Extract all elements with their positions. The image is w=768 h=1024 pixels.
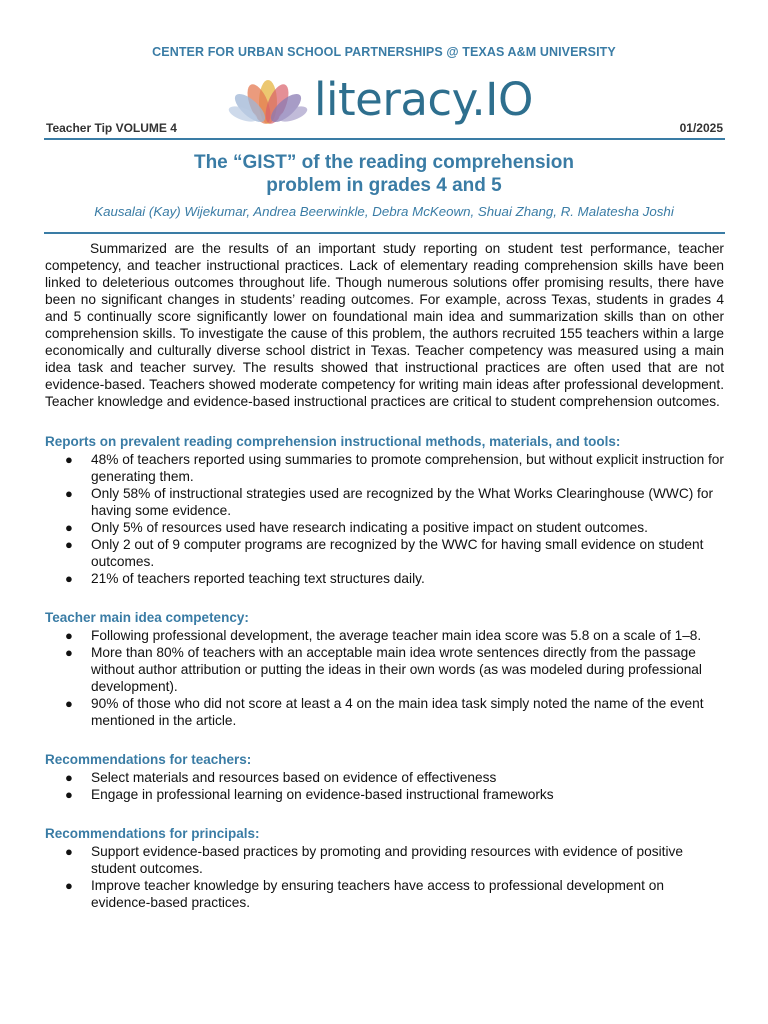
list-item <box>45 451 724 485</box>
list-item <box>45 695 724 729</box>
volume-label: Teacher Tip VOLUME 4 <box>46 121 177 135</box>
bullet-dot-icon: ● <box>65 696 73 711</box>
list-item-text: More than 80% of teachers with an acceptable main idea wrote sentences directly from the passage without author attribution or putting the ideas in their own words (as was modeled during professional development). <box>91 645 702 694</box>
list-item <box>45 536 724 570</box>
title-divider <box>44 232 725 234</box>
instructional-methods-list <box>45 451 724 587</box>
list-item <box>45 627 724 644</box>
list-item-text: Only 2 out of 9 computer programs are recognized by the WWC for having small evidence on student outcomes. <box>91 537 704 569</box>
list-item-text: 90% of those who did not score at least a 4 on the main idea task simply noted the name of the event mentioned in the article. <box>91 696 704 728</box>
logo-wordmark: literacy.IO <box>314 73 533 126</box>
list-item-text: Improve teacher knowledge by ensuring teachers have access to professional development on evidence-based practices. <box>91 878 664 910</box>
bullet-dot-icon: ● <box>65 628 73 643</box>
document-title <box>0 151 768 197</box>
title-line-1: The “GIST” of the reading comprehension <box>193 152 575 173</box>
list-item-text: 48% of teachers reported using summaries to promote comprehension, but without explicit instruction for generating them. <box>91 452 724 484</box>
document-body <box>45 240 724 911</box>
bullet-dot-icon: ● <box>65 520 73 535</box>
teacher-recommendations-list <box>45 769 724 803</box>
bullet-dot-icon: ● <box>65 787 73 802</box>
intro-paragraph: Summarized are the results of an important study reporting on student test performance, teacher competency, and teacher instructional practices. Lack of elementary reading comprehension skills have been linked to deleterious outcomes throughout life. Though numerous solutions offer promising results, there have been no significant changes in students’ reading outcomes. For example, across Texas, students in grades 4 and 5 continually score significantly lower on foundational main idea and summarization skills than on other comprehension skills. To investigate the cause of this problem, the authors recruited 155 teachers within a large economically and culturally diverse school district in Texas. Teacher competency was measured using a main idea task and teacher survey. The results showed that instructional practices are often used that are not evidence-based. Teachers showed moderate competency for writing main ideas after professional development. Teacher knowledge and evidence-based instructional practices are critical to student comprehension outcomes. <box>45 241 724 409</box>
list-item <box>45 843 724 877</box>
list-item-text: Support evidence-based practices by promoting and providing resources with evidence of positive student outcomes. <box>91 844 683 876</box>
section-title-main-idea-competency: Teacher main idea competency: <box>45 610 249 625</box>
bullet-dot-icon: ● <box>65 452 73 467</box>
list-item-text: Only 5% of resources used have research indicating a positive impact on student outcomes. <box>91 520 648 535</box>
section-title-principal-recommendations: Recommendations for principals: <box>45 826 260 841</box>
bullet-dot-icon: ● <box>65 486 73 501</box>
list-item <box>45 485 724 519</box>
issue-date: 01/2025 <box>679 121 723 135</box>
list-item-text: 21% of teachers reported teaching text structures daily. <box>91 571 425 586</box>
principal-recommendations-list <box>45 843 724 911</box>
bullet-dot-icon: ● <box>65 878 73 893</box>
bullet-dot-icon: ● <box>65 571 73 586</box>
list-item <box>45 769 724 786</box>
bullet-dot-icon: ● <box>65 537 73 552</box>
list-item-text: Select materials and resources based on evidence of effectiveness <box>91 770 497 785</box>
section-title-instructional-methods: Reports on prevalent reading comprehension instructional methods, materials, and tools: <box>45 434 621 449</box>
section-title-teacher-recommendations: Recommendations for teachers: <box>45 752 252 767</box>
list-item <box>45 570 724 587</box>
bullet-dot-icon: ● <box>65 844 73 859</box>
literacy-io-logo <box>228 72 533 136</box>
list-item <box>45 786 724 803</box>
list-item <box>45 519 724 536</box>
main-idea-competency-list <box>45 627 724 729</box>
org-name: CENTER FOR URBAN SCHOOL PARTNERSHIPS @ TEXAS A&M UNIVERSITY <box>152 45 616 59</box>
bullet-dot-icon: ● <box>65 770 73 785</box>
lotus-petals-icon <box>228 76 308 126</box>
authors: Kausalai (Kay) Wijekumar, Andrea Beerwinkle, Debra McKeown, Shuai Zhang, R. Malatesha Joshi <box>94 204 674 219</box>
list-item-text: Only 58% of instructional strategies used are recognized by the What Works Clearinghouse (WWC) for having some evidence. <box>91 486 714 518</box>
list-item-text: Engage in professional learning on evidence-based instructional frameworks <box>91 787 554 802</box>
title-line-2: problem in grades 4 and 5 <box>266 175 502 196</box>
header-divider <box>44 138 725 140</box>
bullet-dot-icon: ● <box>65 645 73 660</box>
list-item <box>45 877 724 911</box>
list-item-text: Following professional development, the average teacher main idea score was 5.8 on a scale of 1–8. <box>91 628 702 643</box>
list-item <box>45 644 724 695</box>
